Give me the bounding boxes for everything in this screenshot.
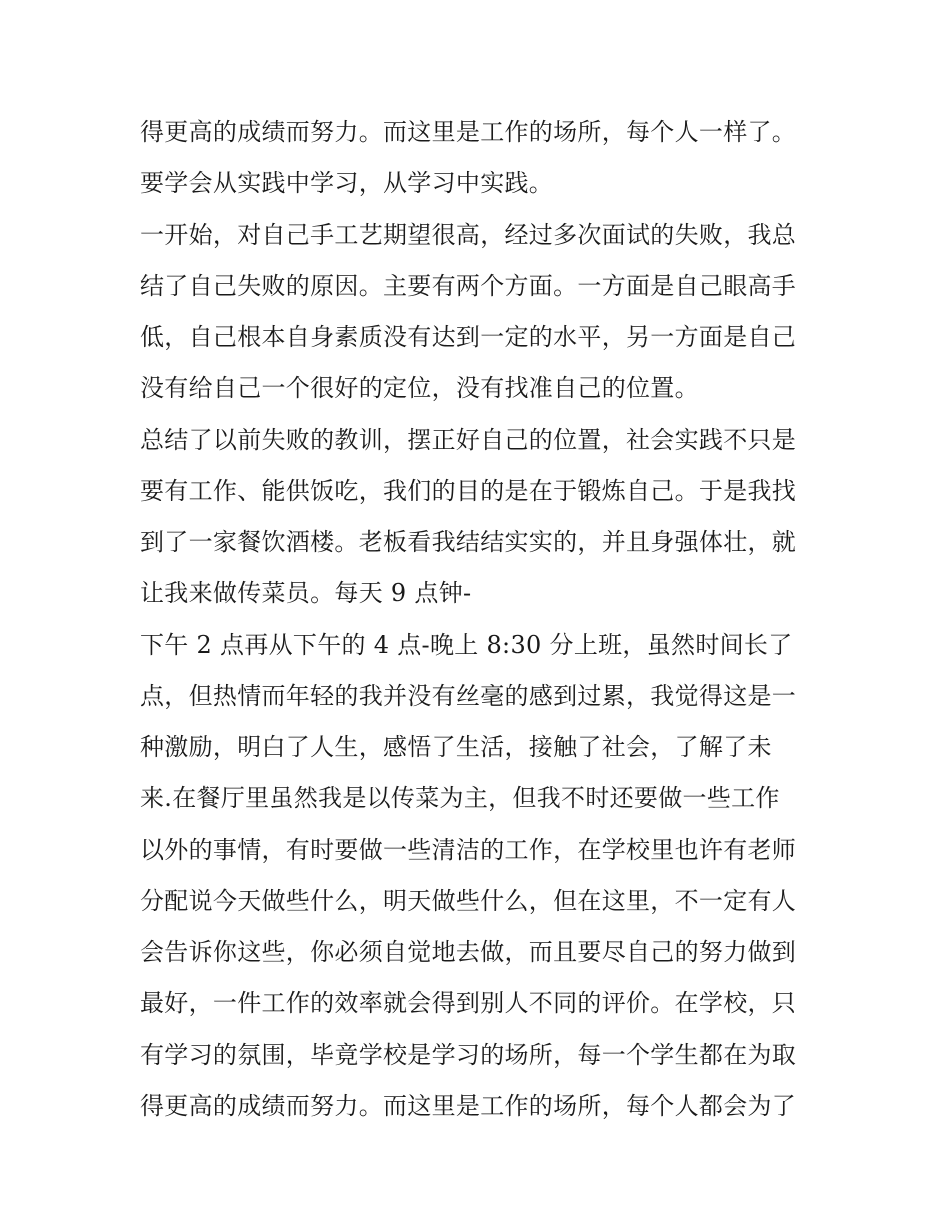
text-line: 要学会从实践中学习，从学习中实践。 <box>140 169 554 198</box>
text-line: 结了自己失败的原因。主要有两个方面。一方面是自己眼高手 <box>140 271 797 300</box>
text-line: 得更高的成绩而努力。而这里是工作的场所，每个人都会为了 <box>140 1091 797 1120</box>
text-line: 下午 2 点再从下午的 4 点-晚上 8:30 分上班，虽然时间长了 <box>140 630 793 659</box>
text-line: 得更高的成绩而努力。而这里是工作的场所，每个人一样了。 <box>140 118 797 146</box>
text-line: 让我来做传菜员。每天 9 点钟- <box>140 579 472 608</box>
text-line: 分配说今天做些什么，明天做些什么，但在这里，不一定有人 <box>140 886 797 915</box>
text-line: 总结了以前失败的教训，摆正好自己的位置，社会实践不只是 <box>140 425 797 454</box>
text-line: 以外的事情，有时要做一些清洁的工作，在学校里也许有老师 <box>140 835 797 864</box>
text-line: 一开始，对自己手工艺期望很高，经过多次面试的失败，我总 <box>140 220 797 249</box>
text-line: 会告诉你这些，你必须自觉地去做，而且要尽自己的努力做到 <box>140 938 797 966</box>
text-line: 到了一家餐饮酒楼。老板看我结结实实的，并且身强体壮，就 <box>140 528 797 556</box>
text-line: 没有给自己一个很好的定位，没有找准自己的位置。 <box>140 374 699 403</box>
text-line: 低，自己根本自身素质没有达到一定的水平，另一方面是自己 <box>140 323 797 351</box>
body-text <box>140 107 820 1132</box>
text-line: 最好，一件工作的效率就会得到别人不同的评价。在学校，只 <box>140 989 797 1018</box>
text-line: 有学习的氛围，毕竟学校是学习的场所，每一个学生都在为取 <box>140 1040 797 1069</box>
text-line: 来.在餐厅里虽然我是以传菜为主，但我不时还要做一些工作 <box>140 784 780 813</box>
text-line: 要有工作、能供饭吃，我们的目的是在于锻炼自己。于是我找 <box>140 476 797 505</box>
text-line: 点，但热情而年轻的我并没有丝毫的感到过累，我觉得这是一 <box>140 681 797 710</box>
text-line: 种激励，明白了人生，感悟了生活，接触了社会，了解了未 <box>140 733 772 761</box>
